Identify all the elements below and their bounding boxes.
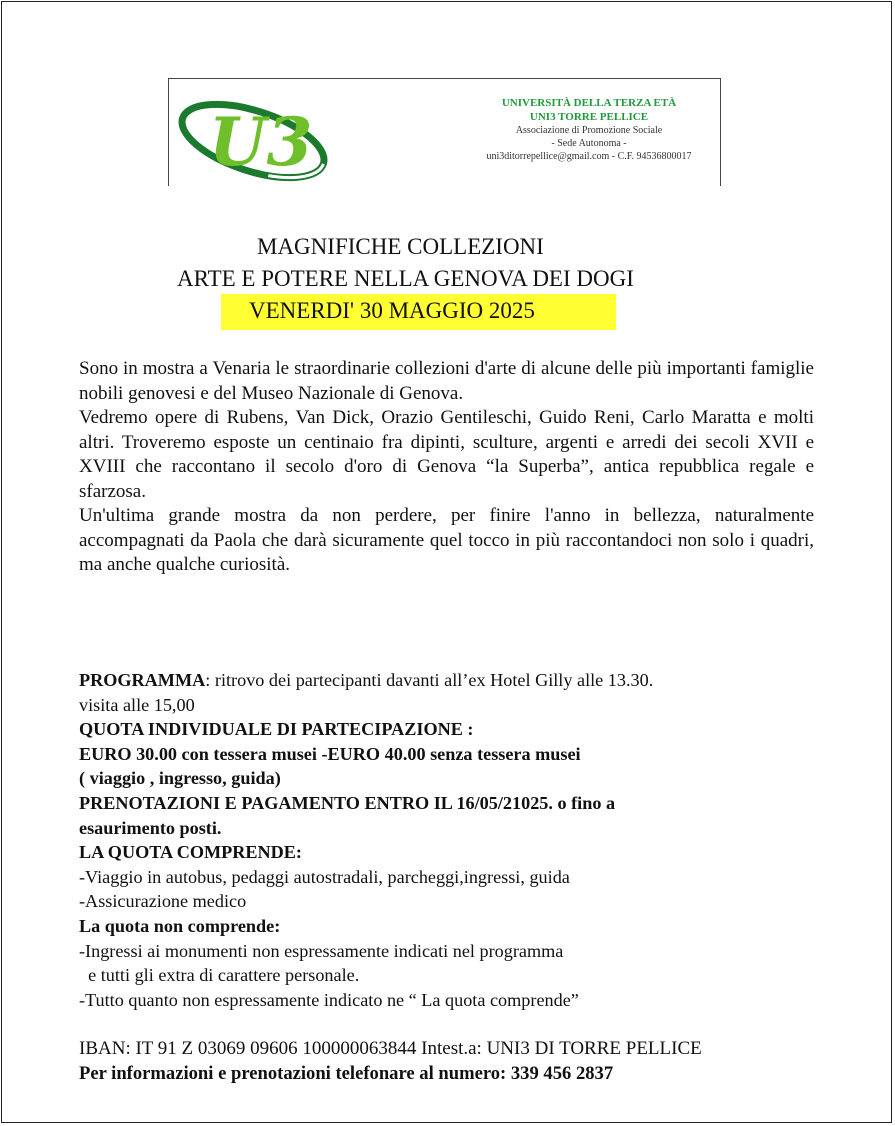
title-line2: ARTE E POTERE NELLA GENOVA DEI DOGI (177, 266, 634, 291)
iban-info: IBAN: IT 91 Z 03069 09606 100000063844 Intest.a: UNI3 DI TORRE PELLICE (79, 1038, 702, 1059)
includes-item-2: -Assicurazione medico (79, 891, 247, 912)
visit-time: visita alle 15,00 (79, 694, 195, 715)
quota-detail: ( viaggio , ingresso, guida) (79, 768, 281, 789)
excludes-item-1: -Ingressi ai monumenti non espressamente indicati nel programma (79, 940, 564, 961)
quota-title: QUOTA INDIVIDUALE DI PARTECIPAZIONE : (79, 719, 474, 740)
organization-info (465, 96, 713, 163)
excludes-item-1-cont: e tutti gli extra di carattere personale. (79, 965, 360, 986)
intro-paragraph-1: Sono in mostra a Venaria le straordinarie collezioni d'arte di alcune delle più importanti famiglie nobili genovesi e del Museo Nazionale di Genova. (79, 358, 814, 404)
excludes-title: La quota non comprende: (79, 915, 281, 936)
header-banner (168, 78, 721, 186)
booking-deadline-cont: esaurimento posti. (79, 817, 222, 838)
intro-paragraph-3: Un'ultima grande mostra da non perdere, per finire l'anno in bellezza, naturalmente accompagnati da Paola che darà sicuramente quel tocco in più raccontandoci non solo i quadri, ma anche qualche curiosità. (79, 505, 814, 575)
org-branch: UNI3 TORRE PELLICE (529, 111, 649, 123)
uni3-logo-icon (171, 81, 331, 185)
intro-paragraph-2: Vedremo opere di Rubens, Van Dick, Orazio Gentileschi, Guido Reni, Carlo Maratta e molti altri. Troveremo esposte un centinaio fra dipinti, sculture, argenti e arredi dei secoli XVII e XVIII che raccontano il secolo d'oro di Genova “la Superba”, antica repubblica regale e sfarzosa. (79, 407, 814, 502)
org-contact: uni3ditorrepellice@gmail.com - C.F. 94536800017 (486, 151, 692, 162)
program-text: : ritrovo dei partecipanti davanti all’ex Hotel Gilly alle 13.30. (205, 670, 654, 690)
quota-price: EURO 30.00 con tessera musei -EURO 40.00 senza tessera musei (79, 743, 581, 764)
program-section (79, 668, 839, 1012)
event-date: VENERDI' 30 MAGGIO 2025 (249, 298, 535, 323)
program-label: PROGRAMMA (79, 670, 206, 690)
intro-text (79, 357, 814, 578)
title-line1: MAGNIFICHE COLLEZIONI (257, 234, 544, 259)
logo-letters: U3 (209, 103, 313, 181)
includes-title: LA QUOTA COMPRENDE: (79, 842, 302, 863)
excludes-item-2: -Tutto quanto non espressamente indicato ne “ La quota comprende” (79, 989, 579, 1010)
contact-info: Per informazioni e prenotazioni telefonare al numero: 339 456 2837 (79, 1063, 614, 1084)
org-type: Associazione di Promozione Sociale (515, 125, 663, 136)
program-line (79, 668, 839, 693)
booking-deadline: PRENOTAZIONI E PAGAMENTO ENTRO IL 16/05/21025. o fino a (79, 792, 616, 813)
includes-item-1: -Viaggio in autobus, pedaggi autostradali, parcheggi,ingressi, guida (79, 866, 570, 887)
org-status: - Sede Autonoma - (551, 138, 627, 149)
org-name: UNIVERSITÀ DELLA TERZA ETÀ (501, 97, 677, 109)
